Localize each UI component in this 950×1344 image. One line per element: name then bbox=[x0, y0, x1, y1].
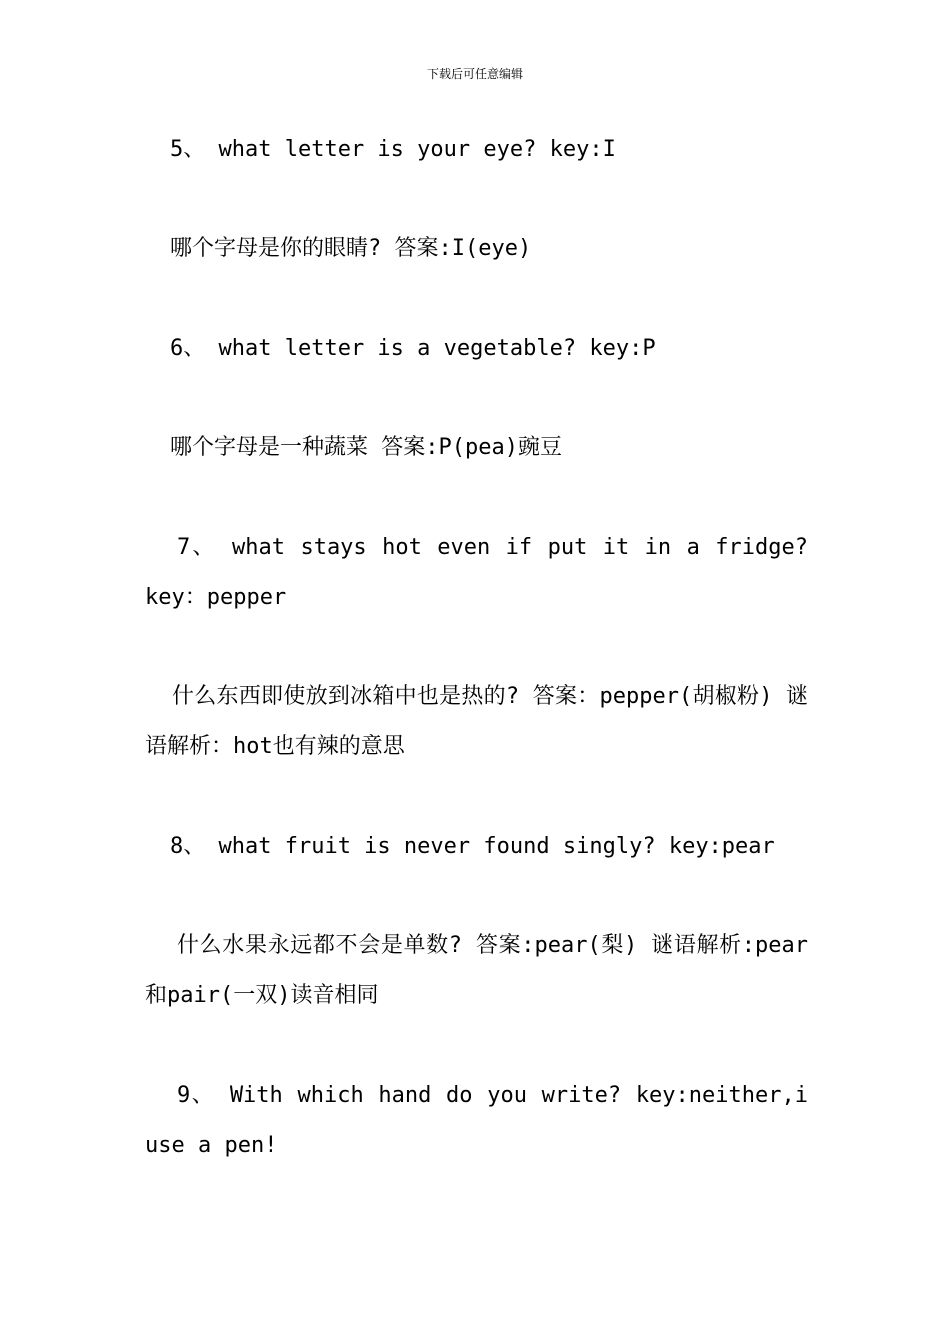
question-7: 7、 what stays hot even if put it in a fridge? key：pepper bbox=[145, 535, 808, 610]
question-5: 5、 what letter is your eye? key:I bbox=[170, 137, 616, 162]
page-header: 下载后可任意编辑 bbox=[426, 67, 523, 81]
answer-7: 什么东西即使放到冰箱中也是热的? 答案：pepper(胡椒粉) 谜语解析：hot也有辣的意思 bbox=[145, 684, 808, 759]
question-6: 6、 what letter is a vegetable? key:P bbox=[170, 336, 656, 361]
question-8: 8、 what fruit is never found singly? key:pear bbox=[170, 834, 775, 859]
answer-5: 哪个字母是你的眼睛? 答案:I(eye) bbox=[170, 236, 532, 261]
answer-8: 什么水果永远都不会是单数? 答案:pear(梨) 谜语解析:pear和pair(一双)读音相同 bbox=[145, 933, 808, 1008]
question-9: 9、 With which hand do you write? key:neither,i use a pen! bbox=[145, 1083, 808, 1158]
answer-6: 哪个字母是一种蔬菜 答案:P(pea)豌豆 bbox=[170, 435, 562, 460]
